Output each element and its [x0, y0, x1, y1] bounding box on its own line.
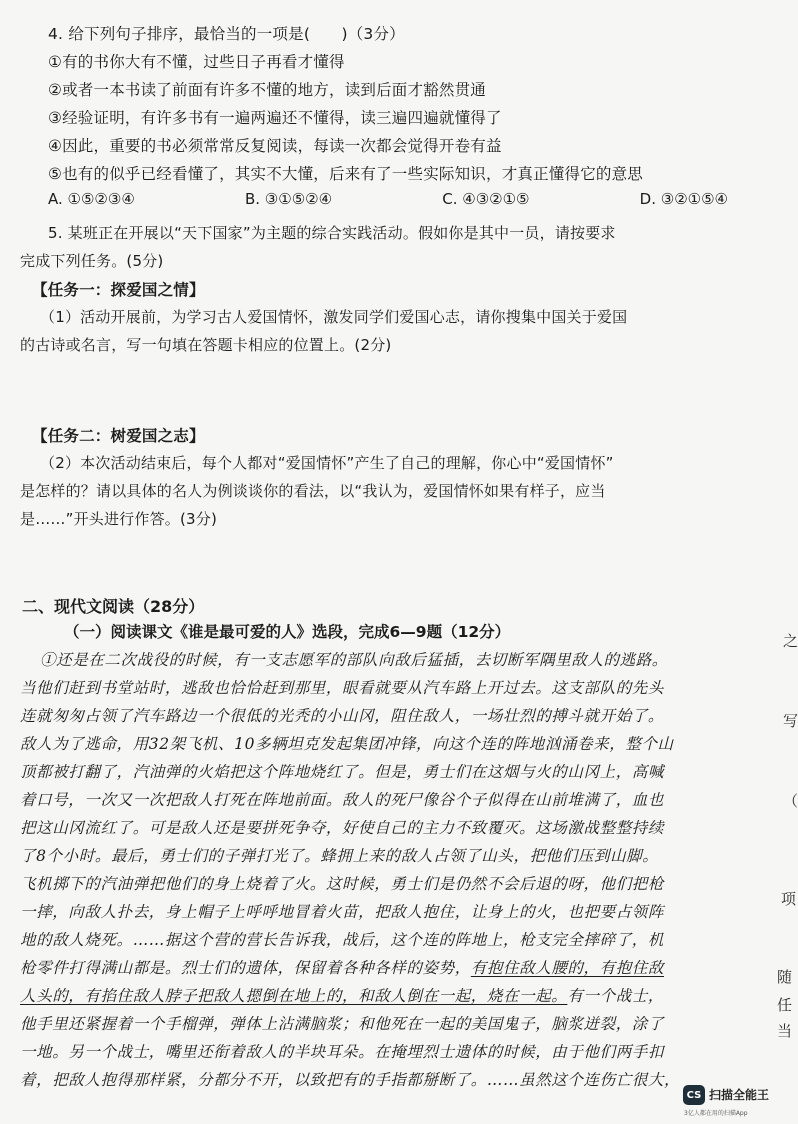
passage-line-15: 一地。另一个战士，嘴里还衔着敌人的半块耳朵。在掩埋烈士遗体的时候，由于他们两手扣 [20, 1043, 665, 1061]
edge-mark-6: 任 [777, 996, 793, 1014]
passage-underlined-1: 有抱住敌人腰的，有抱住敌 [470, 959, 665, 977]
q4-option-b: B. ③①⑤②④ [244, 190, 333, 208]
passage-line-11: 地的敌人烧死。……据这个营的营长告诉我，战后，这个连的阵地上，枪支完全摔碎了，机 [20, 931, 665, 949]
edge-mark-7: 当 [777, 1022, 793, 1040]
task1-title: 【任务一：探爱国之情】 [32, 281, 205, 299]
reading-subtitle: （一）阅读课文《谁是最可爱的人》选段，完成6—9题（12分） [64, 623, 511, 641]
passage-line-5: 顶都被打翻了，汽油弹的火焰把这个阵地烧红了。但是，勇士们在这烟与火的山冈上，高喊 [20, 763, 665, 781]
q4-option-d: D. ③②①⑤④ [639, 190, 728, 208]
passage-underlined-2: 人头的，有掐住敌人脖子把敌人摁倒在地上的，和敌人倒在一起，烧在一起。 [20, 987, 568, 1005]
task2-line3: 是……”开头进行作答。(3分) [20, 510, 218, 528]
task2-line2: 是怎样的？请以具体的名人为例谈谈你的看法，以“我认为，爱国情怀如果有样子，应当 [20, 482, 606, 500]
passage-line-14: 他手里还紧握着一个手榴弹，弹体上沾满脑浆；和他死在一起的美国鬼子，脑浆迸裂，涂了 [20, 1015, 665, 1033]
q4-option-c: C. ④③②①⑤ [442, 190, 530, 208]
edge-mark-5: 随 [777, 968, 793, 986]
passage-line-13-plain: 有一个战士， [567, 987, 665, 1005]
task1-line2: 的古诗或名言，写一句填在答题卡相应的位置上。(2分) [20, 336, 392, 354]
edge-mark-2: 写 [783, 712, 798, 730]
task1-line1: （1）活动开展前，为学习古人爱国情怀，激发同学们爱国心志，请你搜集中国关于爱国 [40, 308, 628, 326]
passage-line-10: 一摔，向敌人扑去，身上帽子上呼呼地冒着火苗，把敌人抱住，让身上的火，也把要占领阵 [20, 903, 665, 921]
passage-line-12 [20, 956, 664, 978]
section-title: 二、现代文阅读（28分） [22, 597, 205, 616]
passage-line-1: ①还是在二次战役的时候，有一支志愿军的部队向敌后猛插，去切断军隅里敌人的逃路。 [40, 651, 668, 669]
q4-stem: 4. 给下列句子排序，最恰当的一项是( )（3分） [48, 25, 405, 43]
passage-line-7: 把这山冈流红了。可是敌人还是要拼死争夺，好使自己的主力不致覆灭。这场激战整整持续 [20, 819, 665, 837]
watermark-tagline: 3亿人都在用的扫描App [684, 1110, 748, 1117]
passage-line-12-plain: 枪零件打得满山都是。烈士们的遗体，保留着各种各样的姿势， [20, 959, 471, 977]
edge-mark-3: （ [783, 792, 798, 810]
q5-stem-line2: 完成下列任务。(5分) [20, 252, 164, 270]
edge-mark-1: 之 [783, 632, 798, 650]
edge-mark-4: 项 [781, 890, 797, 908]
passage-line-3: 连就匆匆占领了汽车路边一个很低的光秃的小山冈，阻住敌人，一场壮烈的搏斗就开始了。 [20, 707, 665, 725]
passage-line-6: 着口号，一次又一次把敌人打死在阵地前面。敌人的死尸像谷个子似得在山前堆满了，血也 [20, 791, 665, 809]
task2-title: 【任务二：树爱国之志】 [32, 427, 205, 445]
q4-sentence-3: ③经验证明，有许多书有一遍两遍还不懂得，读三遍四遍就懂得了 [48, 109, 502, 127]
watermark-app-name: 扫描全能王 [709, 1088, 770, 1102]
q4-sentence-2: ②或者一本书读了前面有许多不懂的地方，读到后面才豁然贯通 [48, 81, 486, 99]
scanner-watermark [683, 1083, 783, 1119]
camscanner-logo-icon: CS [683, 1085, 705, 1105]
passage-line-8: 了8个小时。最后，勇士们的子弹打光了。蜂拥上来的敌人占领了山头，把他们压到山脚。 [20, 847, 659, 865]
q4-options [48, 190, 728, 208]
passage-line-2: 当他们赶到书堂站时，逃敌也恰恰赶到那里，眼看就要从汽车路上开过去。这支部队的先头 [20, 679, 665, 697]
q4-sentence-4: ④因此，重要的书必须常常反复阅读，每读一次都会觉得开卷有益 [48, 137, 502, 155]
passage-line-13 [20, 984, 664, 1006]
task2-line1: （2）本次活动结束后，每个人都对“爱国情怀”产生了自己的理解，你心中“爱国情怀” [40, 454, 614, 472]
q5-stem-line1: 5. 某班正在开展以“天下国家”为主题的综合实践活动。假如你是其中一员，请按要求 [48, 224, 616, 242]
passage-line-4: 敌人为了逃命，用32架飞机、10多辆坦克发起集团冲锋，向这个连的阵地汹涌卷来，整个山 [20, 735, 674, 753]
passage-line-9: 飞机掷下的汽油弹把他们的身上烧着了火。这时候，勇士们是仍然不会后退的呀，他们把枪 [20, 875, 665, 893]
passage-line-16: 着，把敌人抱得那样紧，分都分不开，以致把有的手指都掰断了。……虽然这个连伤亡很大， [20, 1071, 681, 1089]
q4-sentence-5: ⑤也有的似乎已经看懂了，其实不大懂，后来有了一些实际知识，才真正懂得它的意思 [48, 165, 643, 183]
q4-option-a: A. ①⑤②③④ [48, 190, 135, 208]
q4-sentence-1: ①有的书你大有不懂，过些日子再看才懂得 [48, 53, 345, 71]
